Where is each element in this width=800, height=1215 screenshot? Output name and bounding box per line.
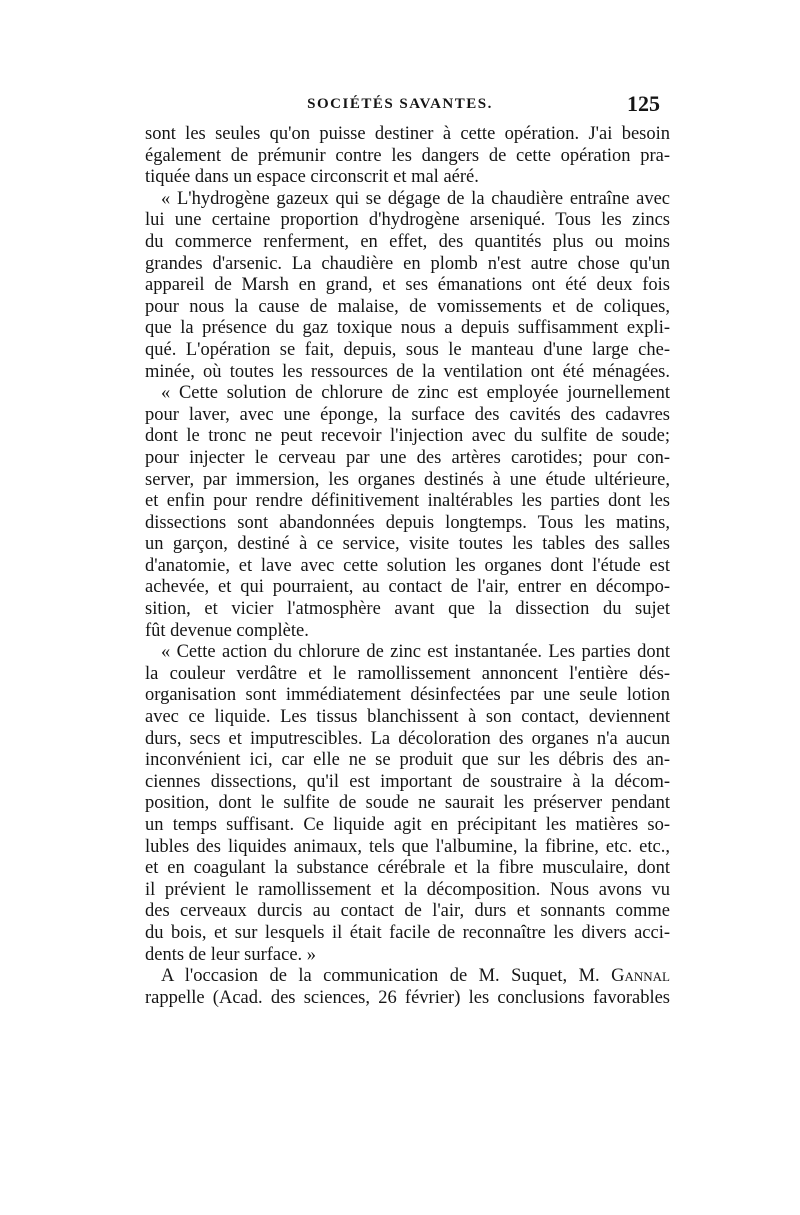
text-line: « L'hydrogène gazeux qui se dégage de la chaudière entraîne avec bbox=[161, 188, 670, 209]
text-line: il prévient le ramollissement et la décomposition. Nous avons vu bbox=[145, 879, 670, 900]
text-line: un temps suffisant. Ce liquide agit en précipitant les matières so- bbox=[145, 815, 670, 835]
text-line: également de prémunir contre les dangers de cette opération pra- bbox=[145, 145, 670, 166]
text-line: pour nous la cause de malaise, de vomissements et de coliques, bbox=[145, 296, 670, 317]
text-line: A l'occasion de la communication de M. Suquet, M. Gannal bbox=[161, 966, 670, 987]
page-number: 125 bbox=[627, 91, 660, 116]
text-line: « Cette solution de chlorure de zinc est employée journellement bbox=[161, 383, 670, 404]
text-line: qué. L'opération se fait, depuis, sous le manteau d'une large che- bbox=[145, 339, 670, 360]
text-line: sont les seules qu'on puisse destiner à cette opération. J'ai besoin bbox=[145, 124, 670, 144]
text-line: lui une certaine proportion d'hydrogène arseniqué. Tous les zincs bbox=[145, 210, 670, 231]
text-line: des cerveaux durcis au contact de l'air, durs et sonnants comme bbox=[145, 901, 670, 922]
text-line: dont le tronc ne peut recevoir l'injection avec du sulfite de soude; bbox=[145, 426, 670, 447]
text-line: pour laver, avec une éponge, la surface des cavités des cadavres bbox=[145, 404, 670, 425]
text-line: lubles des liquides animaux, tels que l'albumine, la fibrine, etc. etc., bbox=[145, 836, 670, 857]
text-line: server, par immersion, les organes destinés à une étude ultérieure, bbox=[145, 469, 670, 490]
text-line: dissections sont abandonnées depuis longtemps. Tous les matins, bbox=[145, 512, 670, 533]
text-line: pour injecter le cerveau par une des artères carotides; pour con- bbox=[145, 447, 670, 468]
text-line: organisation sont immédiatement désinfectées par une seule lotion bbox=[145, 685, 670, 706]
running-header: SOCIÉTÉS SAVANTES. bbox=[307, 96, 493, 112]
text-line: inconvénient ici, car elle ne se produit que sur les débris des an- bbox=[145, 750, 670, 771]
text-line: et enfin pour rendre définitivement inaltérables les parties dont les bbox=[145, 491, 670, 512]
text-line: grandes d'arsenic. La chaudière en plomb n'est autre chose qu'un bbox=[145, 253, 670, 274]
text-line: position, dont le sulfite de soude ne saurait les préserver pendant bbox=[145, 793, 670, 814]
text-line: un garçon, destiné à ce service, visite toutes les tables des salles bbox=[145, 534, 670, 555]
text-line: « Cette action du chlorure de zinc est instantanée. Les parties dont bbox=[161, 642, 670, 663]
text-line: d'anatomie, et lave avec cette solution les organes dont l'étude est bbox=[145, 555, 670, 576]
text-line: du commerce renferment, en effet, des quantités plus ou moins bbox=[145, 231, 670, 252]
text-line: tiquée dans un espace circonscrit et mal aéré. bbox=[145, 167, 479, 188]
text-line: et en coagulant la substance cérébrale et la fibre musculaire, dont bbox=[145, 858, 670, 879]
text-line: avec ce liquide. Les tissus blanchissent à son contact, deviennent bbox=[145, 707, 670, 728]
text-line: minée, où toutes les ressources de la ventilation ont été ménagées. bbox=[145, 361, 670, 382]
text-line: que la présence du gaz toxique nous a depuis suffisamment expli- bbox=[145, 318, 670, 339]
text-line: ciennes dissections, qu'il est important de soustraire à la décom- bbox=[145, 771, 670, 792]
text-line: dents de leur surface. » bbox=[145, 944, 317, 965]
author-name: Gannal bbox=[611, 966, 670, 987]
text-line: rappelle (Acad. des sciences, 26 février) les conclusions favorables bbox=[145, 987, 670, 1008]
body-text bbox=[145, 124, 670, 1009]
text-line: durs, secs et imputrescibles. La décoloration des organes n'a aucun bbox=[145, 728, 670, 749]
text-line: du bois, et sur lesquels il était facile de reconnaître les divers acci- bbox=[145, 922, 670, 943]
text-line: achevée, et qui pourraient, au contact de l'air, entrer en décompo- bbox=[145, 577, 670, 598]
text-line: sition, et vicier l'atmosphère avant que la dissection du sujet bbox=[145, 599, 670, 620]
text-line: fût devenue complète. bbox=[145, 620, 309, 641]
text-line: appareil de Marsh en grand, et ses émanations ont été deux fois bbox=[145, 275, 670, 296]
text-line: la couleur verdâtre et le ramollissement annoncent l'entière dés- bbox=[145, 663, 670, 684]
